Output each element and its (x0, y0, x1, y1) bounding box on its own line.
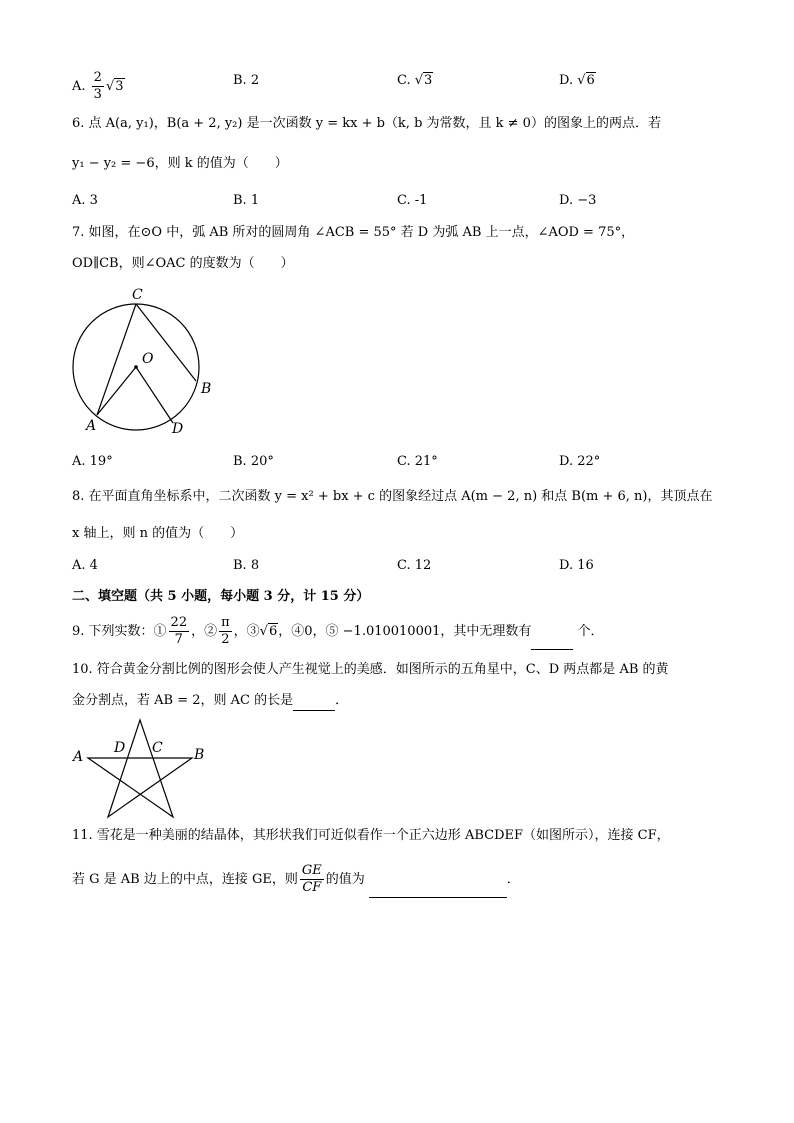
answer-blank[interactable] (369, 877, 507, 898)
q10-star-figure (70, 718, 220, 822)
label-d: D (172, 421, 184, 437)
label-b: B (201, 381, 212, 397)
q8-options (72, 555, 732, 577)
q7-stem-line2: OD∥CB，则∠OAC 的度数为（ ） (72, 256, 294, 271)
q7-option-a: A. 19° (72, 454, 113, 469)
q5-options (72, 70, 732, 102)
q5-option-c: C. √3 (397, 73, 433, 88)
q8-option-a: A. 4 (72, 558, 98, 573)
answer-blank[interactable] (293, 694, 335, 711)
q6-stem-line2: y₁ − y₂ = −6，则 k 的值为（ ） (72, 156, 288, 171)
q6-stem-line1: 6. 点 A(a, y₁)，B(a + 2, y₂) 是一次函数 y = kx + b（k, b 为常数，且 k ≠ 0）的图象上的两点．若 (72, 116, 661, 131)
fraction-ge-cf: $\frac{GE}{CF}$ (301, 863, 322, 895)
q10-stem-line2: 金分割点，若 AB = 2，则 AC 的长是 ． (72, 691, 348, 711)
q7-circle-figure (60, 282, 230, 442)
fraction-22-7: $\frac{22}{7}$ (170, 615, 188, 647)
q7-option-d: D. 22° (559, 454, 601, 469)
q7-options (72, 451, 732, 473)
label-c: C (152, 740, 163, 756)
q7-option-b: B. 20° (233, 454, 274, 469)
q6-options (72, 190, 732, 212)
q8-option-b: B. 8 (233, 558, 260, 573)
section-heading: 二、填空题（共 5 小题，每小题 3 分，计 15 分） (72, 589, 370, 604)
q5-option-a: A. $\frac{2}{3}$ √3 (72, 70, 124, 102)
label-a: A (86, 418, 97, 434)
label-b: B (194, 747, 205, 763)
fraction-pi-2: $\frac{\pi}{2}$ (221, 615, 230, 647)
answer-blank[interactable] (531, 631, 573, 650)
q10-stem-line1: 10. 符合黄金分割比例的图形会使人产生视觉上的美感．如图所示的五角星中，C、D 两点都是 AB 的黄 (72, 662, 669, 677)
q9-stem: 9. 下列实数：① $\frac{22}{7}$ ，② $\frac{\pi}{2}$ ，③√6，④0，⑤ −1.010010001，其中无理数有 个． (72, 614, 604, 650)
q11-stem-line1: 11. 雪花是一种美丽的结晶体，其形状我们可近似看作一个正六边形 ABCDEF（如图所示），连接 CF， (72, 828, 670, 843)
q5-option-b: B. 2 (233, 73, 260, 88)
q6-option-a: A. 3 (72, 193, 98, 208)
label-d: D (114, 740, 126, 756)
q11-stem-line2: 若 G 是 AB 边上的中点，连接 GE，则 $\frac{GE}{CF}$ 的值为 ． (72, 862, 520, 898)
q6-option-c: C. -1 (397, 193, 428, 208)
q7-stem-line1: 7. 如图，在⊙O 中，弧 AB 所对的圆周角 ∠ACB = 55° 若 D 为弧 AB 上一点，∠AOD = 75°， (72, 225, 635, 240)
label-o: O (142, 351, 154, 367)
q6-option-b: B. 1 (233, 193, 260, 208)
q8-option-c: C. 12 (397, 558, 432, 573)
label-c: C (132, 287, 143, 303)
q8-stem-line2: x 轴上，则 n 的值为（ ） (72, 526, 244, 541)
q5-option-d: D. √6 (559, 73, 595, 88)
q7-option-c: C. 21° (397, 454, 438, 469)
fraction: $\frac{2}{3}$ (93, 70, 102, 102)
label-a: A (73, 749, 84, 765)
q6-option-d: D. −3 (559, 193, 597, 208)
q8-stem-line1: 8. 在平面直角坐标系中，二次函数 y = x² + bx + c 的图象经过点 A(m − 2, n) 和点 B(m + 6, n)，其顶点在 (72, 489, 713, 504)
q8-option-d: D. 16 (559, 558, 594, 573)
